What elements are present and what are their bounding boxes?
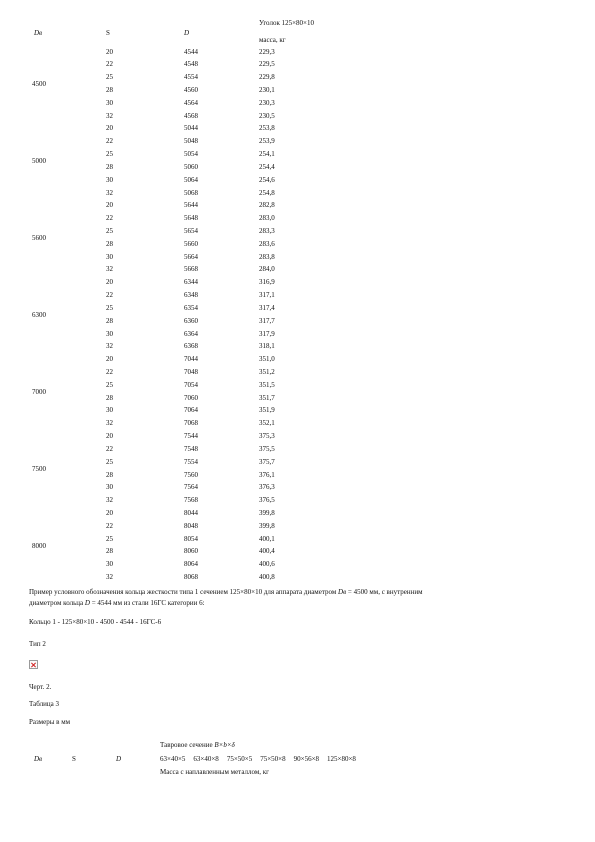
- cell-mass: 283,3: [259, 226, 275, 235]
- cell-mass: 352,1: [259, 419, 275, 428]
- cell-d: 8068: [184, 573, 198, 582]
- broken-image-icon: [29, 660, 38, 669]
- table-3-mass-label: Масса с наплавленным металлом, кг: [160, 768, 270, 776]
- cell-s: 22: [106, 137, 113, 146]
- table-row: [0, 174, 595, 187]
- cell-s: 28: [106, 239, 113, 248]
- table-row: [0, 545, 595, 558]
- cell-d: 7068: [184, 419, 198, 428]
- table-row: [0, 238, 595, 251]
- table-row: [0, 84, 595, 97]
- table-group: [0, 507, 595, 584]
- table-group: [0, 353, 595, 430]
- example-text-3: диаметром кольца: [29, 599, 85, 607]
- cell-mass: 400,1: [259, 534, 275, 543]
- table-3-label: Таблица 3: [29, 700, 59, 708]
- table-row: [0, 366, 595, 379]
- cell-s: 28: [106, 316, 113, 325]
- table-group: [0, 430, 595, 507]
- cell-d: 5648: [184, 214, 198, 223]
- cell-d: 7568: [184, 496, 198, 505]
- cell-mass: 316,9: [259, 278, 275, 287]
- cell-d: 4560: [184, 85, 198, 94]
- cell-d: 4548: [184, 60, 198, 69]
- cell-s: 30: [106, 175, 113, 184]
- cell-mass: 351,0: [259, 355, 275, 364]
- cell-mass: 375,5: [259, 444, 275, 453]
- table-row: [0, 379, 595, 392]
- cell-d: 4544: [184, 47, 198, 56]
- cell-s: 32: [106, 496, 113, 505]
- cell-s: 20: [106, 124, 113, 133]
- col-header-angle: Уголок 125×80×10: [259, 19, 314, 27]
- table-row: [0, 469, 595, 482]
- table-row: [0, 443, 595, 456]
- cell-d: 5060: [184, 162, 198, 171]
- table-group: [0, 122, 595, 199]
- cell-d: 4568: [184, 111, 198, 120]
- cell-mass: 317,9: [259, 329, 275, 338]
- cell-d: 8044: [184, 509, 198, 518]
- cell-s: 28: [106, 162, 113, 171]
- cell-d: 6364: [184, 329, 198, 338]
- cell-d: 5048: [184, 137, 198, 146]
- table-row: [0, 558, 595, 571]
- cell-s: 25: [106, 534, 113, 543]
- group-dv: 7500: [32, 464, 46, 473]
- cell-s: 20: [106, 278, 113, 287]
- cell-s: 32: [106, 188, 113, 197]
- cell-mass: 283,6: [259, 239, 275, 248]
- cell-mass: 229,3: [259, 47, 275, 56]
- section-size: 125×80×8: [327, 755, 356, 763]
- section-size: 90×56×8: [293, 755, 320, 763]
- cell-s: 28: [106, 470, 113, 479]
- cell-mass: 317,4: [259, 303, 275, 312]
- cell-s: 20: [106, 509, 113, 518]
- col-header-d: D: [184, 29, 190, 37]
- cell-s: 25: [106, 303, 113, 312]
- cell-d: 6354: [184, 303, 198, 312]
- table-3-col-d: D: [116, 755, 122, 763]
- cell-d: 6368: [184, 342, 198, 351]
- table-row: [0, 404, 595, 417]
- cell-s: 22: [106, 291, 113, 300]
- table-row: [0, 315, 595, 328]
- cell-d: 7548: [184, 444, 198, 453]
- group-dv: 5000: [32, 157, 46, 166]
- cell-mass: 375,3: [259, 432, 275, 441]
- example-d: D: [84, 599, 90, 607]
- group-dv: 4500: [32, 80, 46, 89]
- cell-d: 5054: [184, 150, 198, 159]
- cell-s: 28: [106, 547, 113, 556]
- table-row: [0, 302, 595, 315]
- cell-mass: 284,0: [259, 265, 275, 274]
- table-row: [0, 58, 595, 71]
- cell-s: 30: [106, 329, 113, 338]
- cell-d: 6360: [184, 316, 198, 325]
- cell-mass: 283,8: [259, 252, 275, 261]
- table-row: [0, 494, 595, 507]
- table-row: [0, 353, 595, 366]
- cell-s: 20: [106, 355, 113, 364]
- cell-d: 5044: [184, 124, 198, 133]
- cell-d: 4554: [184, 73, 198, 82]
- table-row: [0, 148, 595, 161]
- table-row: [0, 276, 595, 289]
- cell-mass: 400,6: [259, 560, 275, 569]
- cell-s: 25: [106, 150, 113, 159]
- table-3-col-dv: Dв: [34, 755, 43, 763]
- table-3-section-title: [160, 741, 235, 749]
- cell-mass: 376,3: [259, 483, 275, 492]
- cell-mass: 399,8: [259, 521, 275, 530]
- cell-s: 22: [106, 214, 113, 223]
- table-row: [0, 135, 595, 148]
- table-3-sizes: [160, 755, 364, 763]
- cell-d: 6344: [184, 278, 198, 287]
- table-row: [0, 161, 595, 174]
- section-size: 75×50×8: [260, 755, 286, 763]
- table-row: [0, 122, 595, 135]
- cell-s: 30: [106, 98, 113, 107]
- cell-d: 7048: [184, 367, 198, 376]
- cell-s: 22: [106, 60, 113, 69]
- cell-d: 8060: [184, 547, 198, 556]
- cell-d: 7044: [184, 355, 198, 364]
- cell-s: 32: [106, 265, 113, 274]
- cell-mass: 254,8: [259, 188, 275, 197]
- cell-mass: 400,4: [259, 547, 275, 556]
- example-dv: Dв: [338, 588, 347, 596]
- example-text-4: = 4544 мм из стали 16ГС категории 6:: [89, 599, 205, 607]
- col-header-mass: масса, кг: [259, 36, 286, 44]
- table-row: [0, 456, 595, 469]
- table-row: [0, 520, 595, 533]
- section-size: 63×40×8: [193, 755, 219, 763]
- table-row: [0, 97, 595, 110]
- cell-mass: 229,8: [259, 73, 275, 82]
- cell-d: 5668: [184, 265, 198, 274]
- cell-d: 5654: [184, 226, 198, 235]
- section-size: 75×50×5: [226, 755, 253, 763]
- drawing-label: Черт. 2.: [29, 683, 52, 691]
- cell-d: 7544: [184, 432, 198, 441]
- cell-mass: 282,8: [259, 201, 275, 210]
- cell-d: 7060: [184, 393, 198, 402]
- cell-d: 7064: [184, 406, 198, 415]
- table-row: [0, 481, 595, 494]
- table-row: [0, 263, 595, 276]
- table-row: [0, 533, 595, 546]
- section-size: 63×40×5: [160, 755, 186, 763]
- table-row: [0, 251, 595, 264]
- cell-d: 8064: [184, 560, 198, 569]
- cell-mass: 229,5: [259, 60, 275, 69]
- example-text-1: Пример условного обозначения кольца жесткости типа 1 сечением 125×80×10 для аппарата диаметром: [29, 588, 339, 596]
- cell-mass: 283,0: [259, 214, 275, 223]
- table-row: [0, 289, 595, 302]
- cell-s: 32: [106, 111, 113, 120]
- group-dv: 5600: [32, 233, 46, 242]
- cell-d: 5664: [184, 252, 198, 261]
- col-header-s: S: [106, 29, 110, 37]
- cell-s: 32: [106, 342, 113, 351]
- cell-d: 7554: [184, 457, 198, 466]
- cell-s: 20: [106, 432, 113, 441]
- cell-d: 5660: [184, 239, 198, 248]
- cell-d: 6348: [184, 291, 198, 300]
- table-row: [0, 507, 595, 520]
- table-group: [0, 46, 595, 123]
- table-row: [0, 225, 595, 238]
- cell-d: 8048: [184, 521, 198, 530]
- section-title-formula: В×b×δ: [214, 741, 235, 749]
- cell-mass: 375,7: [259, 457, 275, 466]
- cell-s: 25: [106, 457, 113, 466]
- cell-s: 22: [106, 367, 113, 376]
- cell-mass: 318,1: [259, 342, 275, 351]
- cell-d: 8054: [184, 534, 198, 543]
- table-row: [0, 110, 595, 123]
- table-row: [0, 71, 595, 84]
- table-row: [0, 187, 595, 200]
- table-3-col-s: S: [72, 755, 76, 763]
- cell-d: 7564: [184, 483, 198, 492]
- cell-d: 5644: [184, 201, 198, 210]
- cell-mass: 230,5: [259, 111, 275, 120]
- cell-mass: 254,1: [259, 150, 275, 159]
- ring-designation: Кольцо 1 - 125×80×10 - 4500 - 4544 - 16ГС-6: [29, 618, 162, 626]
- table-group: [0, 199, 595, 276]
- table-row: [0, 340, 595, 353]
- cell-mass: 317,7: [259, 316, 275, 325]
- cell-d: 5064: [184, 175, 198, 184]
- cell-mass: 230,3: [259, 98, 275, 107]
- cell-mass: 254,6: [259, 175, 275, 184]
- table-row: [0, 199, 595, 212]
- cell-s: 32: [106, 419, 113, 428]
- cell-s: 20: [106, 201, 113, 210]
- cell-mass: 376,5: [259, 496, 275, 505]
- cell-s: 32: [106, 573, 113, 582]
- cell-mass: 351,9: [259, 406, 275, 415]
- cell-s: 20: [106, 47, 113, 56]
- cell-d: 7560: [184, 470, 198, 479]
- section-title-text: Тавровое сечение: [160, 741, 215, 749]
- cell-s: 25: [106, 73, 113, 82]
- cell-s: 22: [106, 444, 113, 453]
- cell-mass: 400,8: [259, 573, 275, 582]
- dimensions-label: Размеры в мм: [29, 718, 71, 726]
- cell-s: 30: [106, 560, 113, 569]
- cell-s: 30: [106, 406, 113, 415]
- cell-d: 4564: [184, 98, 198, 107]
- cell-mass: 253,9: [259, 137, 275, 146]
- cell-s: 28: [106, 85, 113, 94]
- table-row: [0, 430, 595, 443]
- type-2-label: Тип 2: [29, 640, 46, 648]
- cell-mass: 351,2: [259, 367, 275, 376]
- table-row: [0, 328, 595, 341]
- example-paragraph: [29, 587, 569, 609]
- table-row: [0, 392, 595, 405]
- cell-mass: 317,1: [259, 291, 275, 300]
- cell-mass: 253,8: [259, 124, 275, 133]
- table-row: [0, 571, 595, 584]
- cell-s: 30: [106, 252, 113, 261]
- cell-mass: 376,1: [259, 470, 275, 479]
- cell-s: 30: [106, 483, 113, 492]
- group-dv: 6300: [32, 310, 46, 319]
- table-row: [0, 46, 595, 59]
- cell-s: 25: [106, 380, 113, 389]
- example-text-2: = 4500 мм, с внутренним: [346, 588, 423, 596]
- cell-d: 5068: [184, 188, 198, 197]
- group-dv: 8000: [32, 541, 46, 550]
- col-header-dv: Dв: [34, 29, 43, 37]
- cell-s: 22: [106, 521, 113, 530]
- cell-s: 25: [106, 226, 113, 235]
- cell-d: 7054: [184, 380, 198, 389]
- table-row: [0, 212, 595, 225]
- cell-mass: 351,7: [259, 393, 275, 402]
- cell-mass: 351,5: [259, 380, 275, 389]
- cell-s: 28: [106, 393, 113, 402]
- cell-mass: 399,8: [259, 509, 275, 518]
- group-dv: 7000: [32, 387, 46, 396]
- table-group: [0, 276, 595, 353]
- table-row: [0, 417, 595, 430]
- cell-mass: 230,1: [259, 85, 275, 94]
- cell-mass: 254,4: [259, 162, 275, 171]
